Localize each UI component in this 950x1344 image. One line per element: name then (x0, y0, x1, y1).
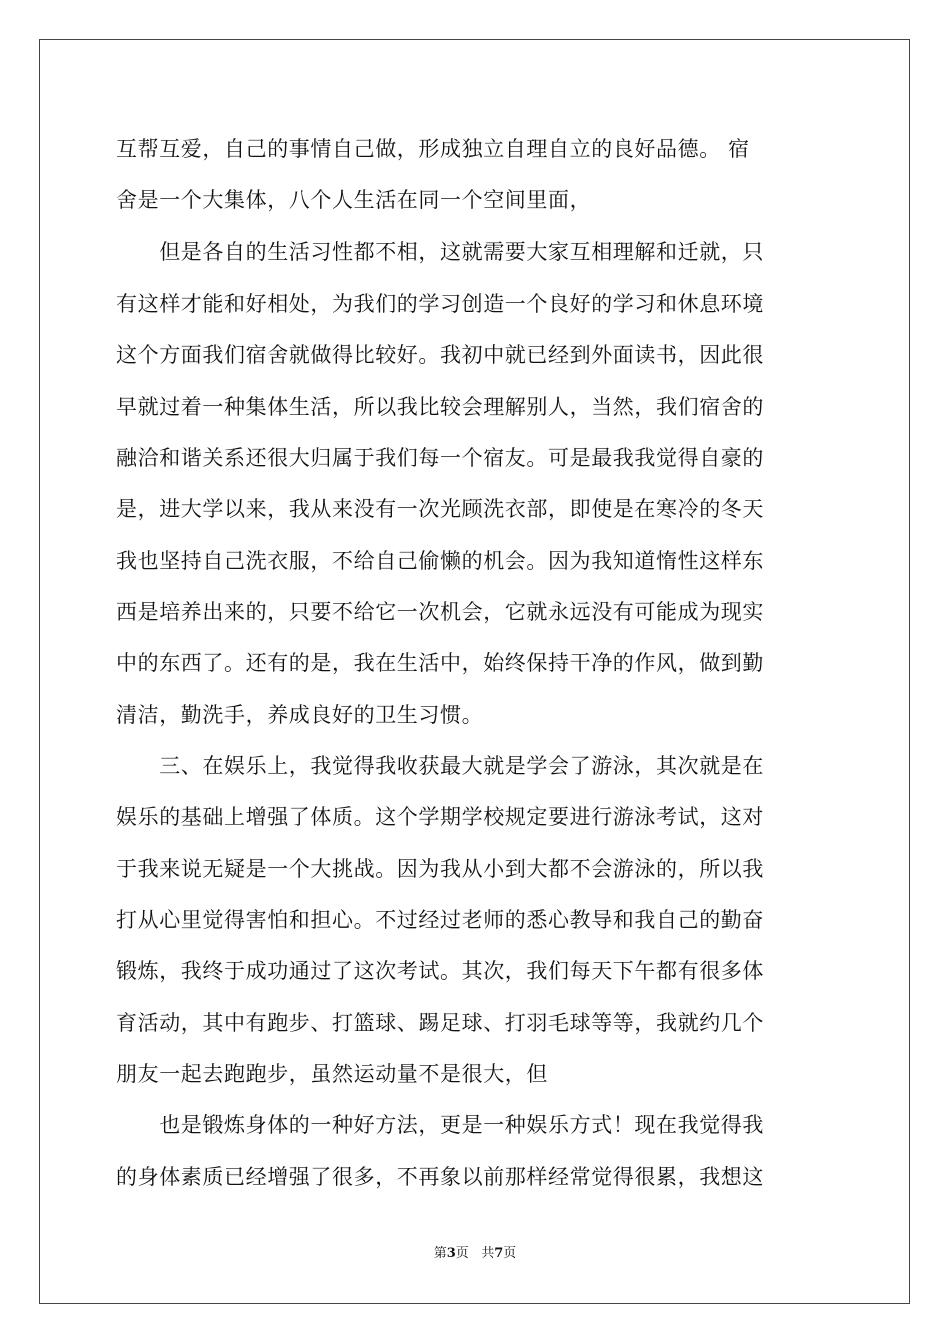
page-footer (0, 1245, 950, 1263)
text-line: 三、在娱乐上，我觉得我收获最大就是学会了游泳，其次就是在 (116, 754, 764, 778)
text-line: 但是各自的生活习性都不相，这就需要大家互相理解和迁就，只 (116, 240, 764, 264)
text-line: 这个方面我们宿舍就做得比较好。我初中就已经到外面读书，因此很 (116, 343, 764, 367)
text-line: 我也坚持自己洗衣服，不给自己偷懒的机会。因为我知道惰性这样东 (116, 549, 764, 573)
text-line: 锻炼，我终于成功通过了这次考试。其次，我们每天下午都有很多体 (116, 959, 764, 983)
text-line: 也是锻炼身体的一种好方法，更是一种娱乐方式！现在我觉得我 (116, 1113, 764, 1137)
text-line: 西是培养出来的，只要不给它一次机会，它就永远没有可能成为现实 (116, 600, 764, 624)
text-line: 清洁，勤洗手，养成良好的卫生习惯。 (116, 703, 484, 727)
total-pages: 7 (494, 1246, 504, 1261)
text-line: 有这样才能和好相处，为我们的学习创造一个良好的学习和休息环境 (116, 292, 764, 316)
text-line: 于我来说无疑是一个大挑战。因为我从小到大都不会游泳的，所以我 (116, 857, 764, 881)
text-line: 早就过着一种集体生活，所以我比较会理解别人，当然，我们宿舍的 (116, 395, 764, 419)
text-line: 朋友一起去跑跑步，虽然运动量不是很大，但 (116, 1062, 548, 1086)
text-line: 中的东西了。还有的是，我在生活中，始终保持干净的作风，做到勤 (116, 651, 764, 675)
text-line: 互帮互爱，自己的事情自己做，形成独立自理自立的良好品德。 宿 (116, 137, 750, 161)
text-line: 是，进大学以来，我从来没有一次光顾洗衣部，即使是在寒冷的冬天 (116, 497, 764, 521)
text-line: 融洽和谐关系还很大归属于我们每一个宿友。可是最我我觉得自豪的 (116, 446, 764, 470)
page-suffix: 页 (455, 1246, 469, 1261)
page-prefix: 第 (433, 1246, 447, 1261)
total-suffix: 页 (503, 1246, 517, 1261)
page-number: 3 (446, 1246, 456, 1261)
text-line: 娱乐的基础上增强了体质。这个学期学校规定要进行游泳考试，这对 (116, 805, 764, 829)
text-line: 的身体素质已经增强了很多，不再象以前那样经常觉得很累，我想这 (116, 1165, 764, 1189)
total-prefix: 共 (481, 1246, 495, 1261)
text-line: 舍是一个大集体，八个人生活在同一个空间里面， (116, 188, 592, 212)
text-line: 打从心里觉得害怕和担心。不过经过老师的悉心教导和我自己的勤奋 (116, 908, 764, 932)
text-line: 育活动，其中有跑步、打篮球、踢足球、打羽毛球等等，我就约几个 (116, 1011, 764, 1035)
